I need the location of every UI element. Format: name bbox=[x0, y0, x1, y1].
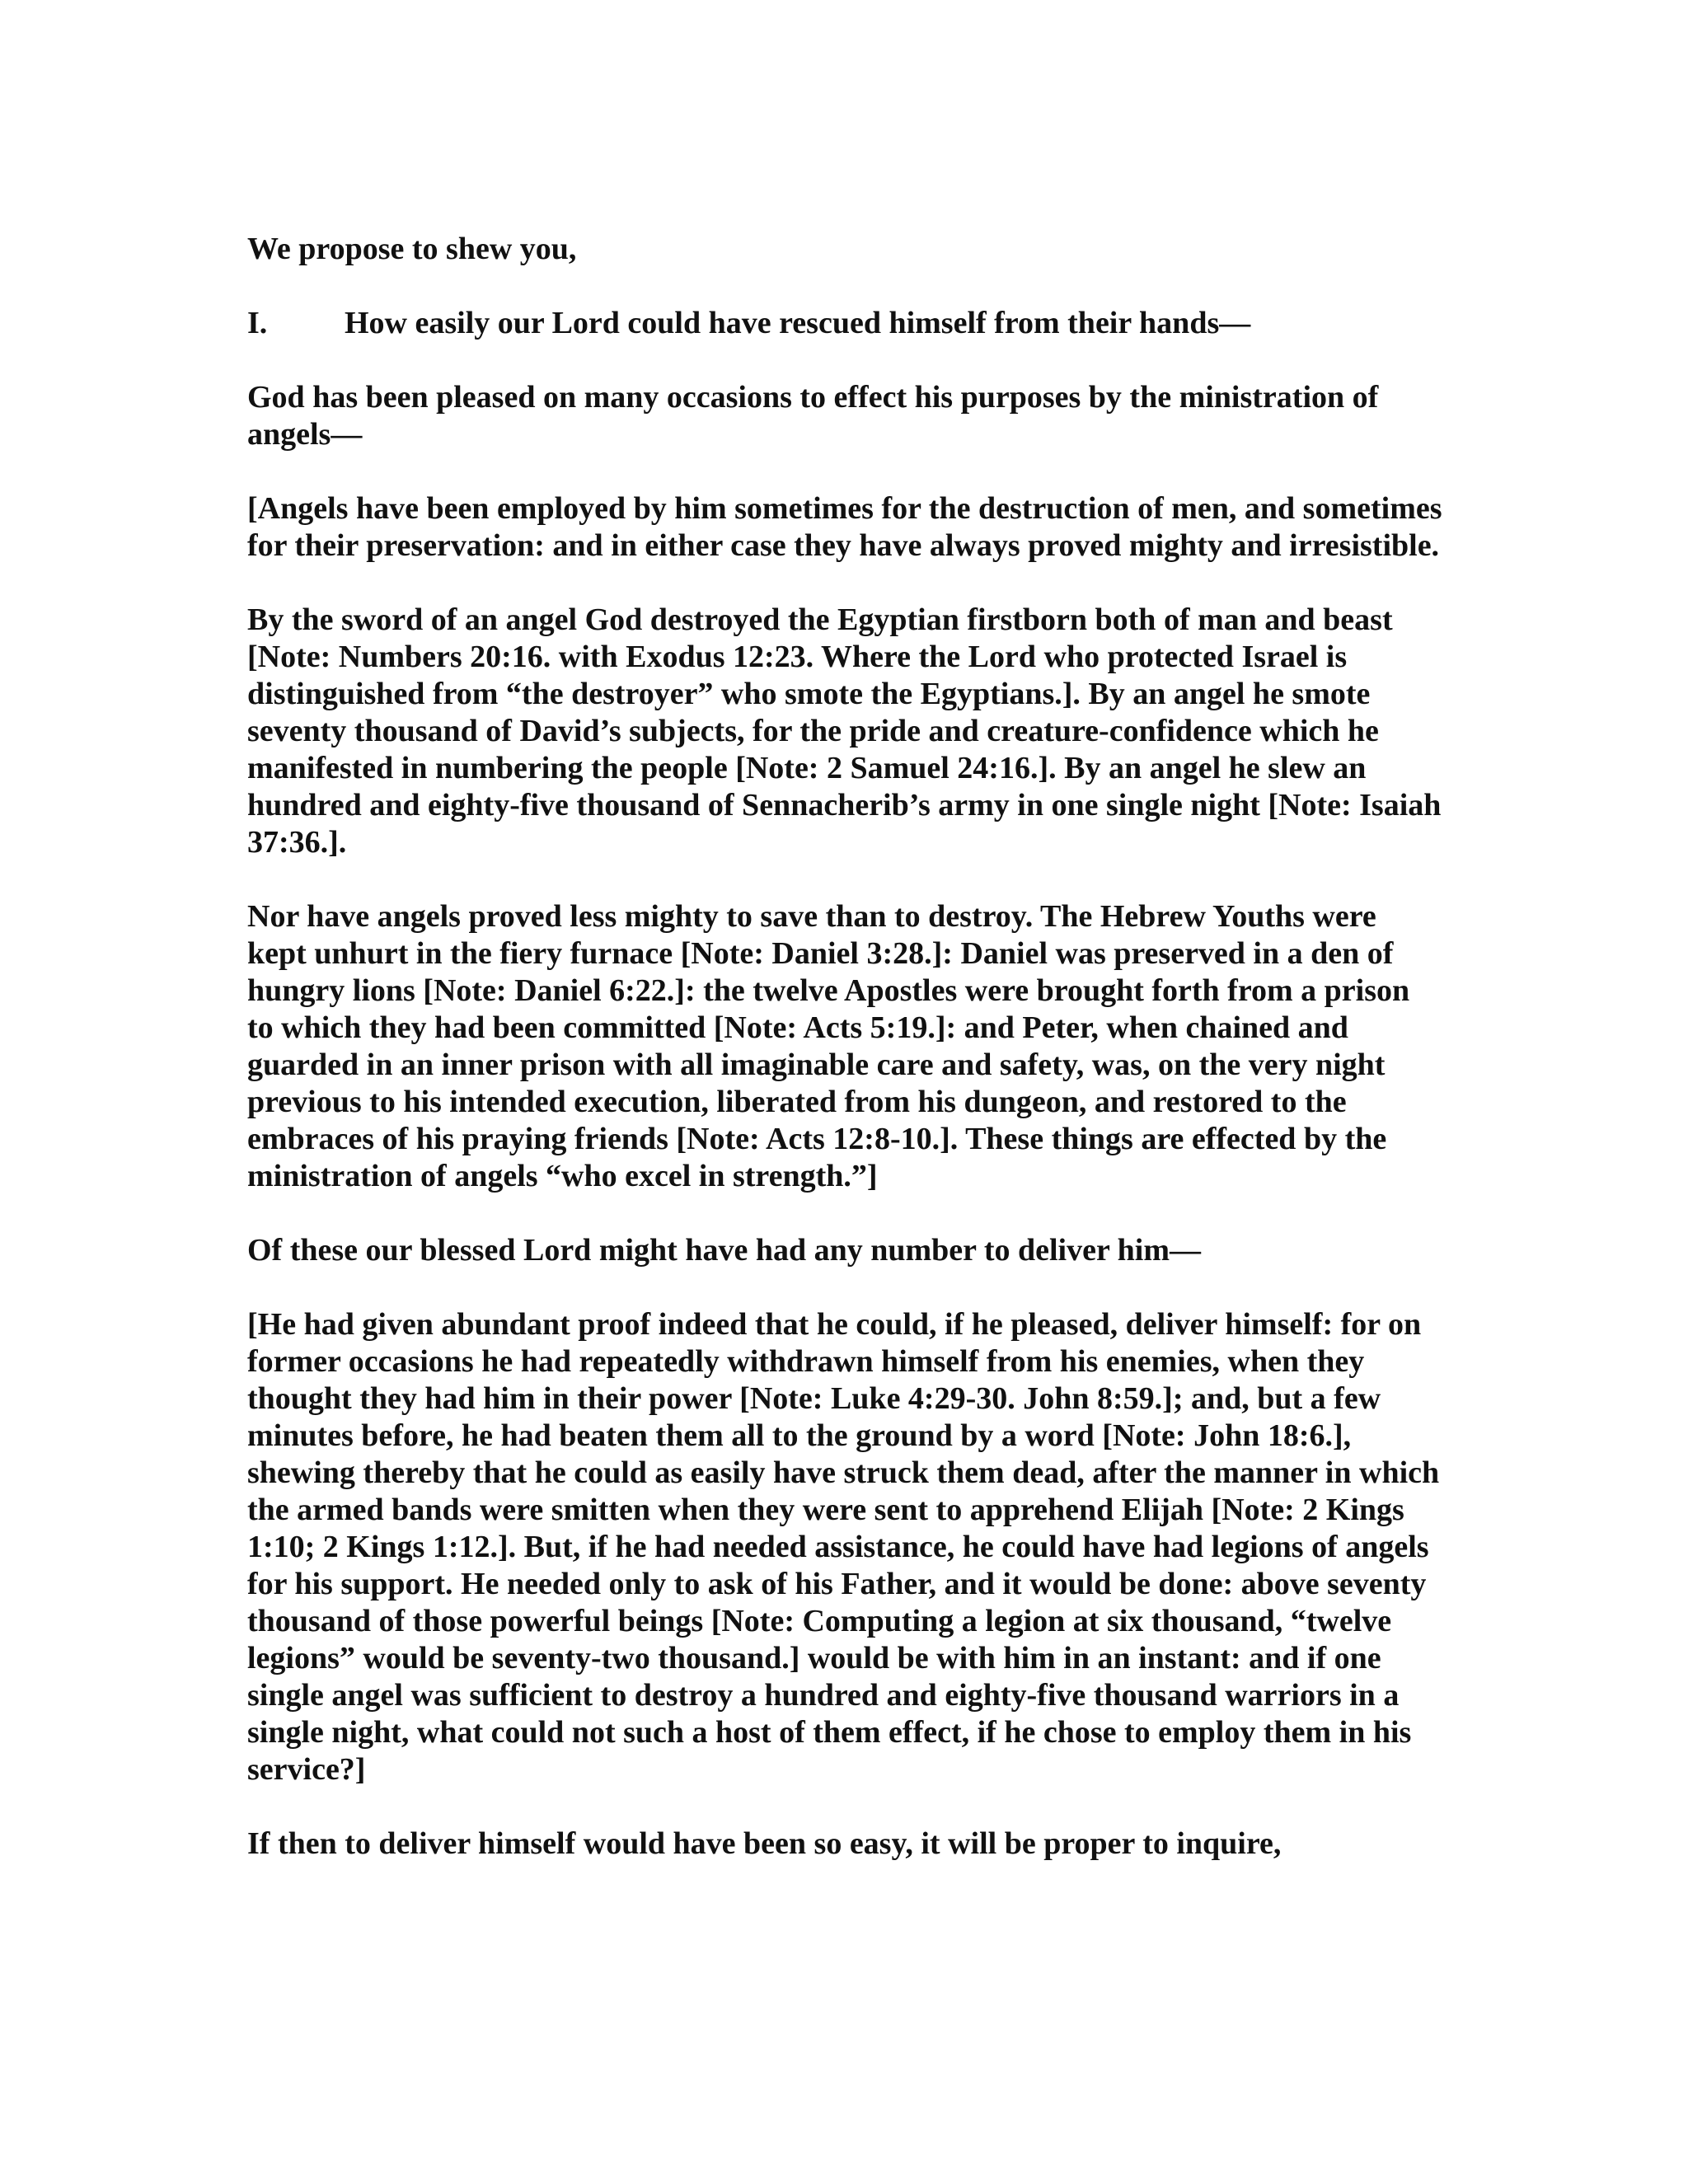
paragraph-ministration: God has been pleased on many occasions to effect his purposes by the ministration of angels— bbox=[247, 380, 1379, 452]
paragraph-angels-employed: [Angels have been employed by him sometimes for the destruction of men, and sometimes for their preservation: and in either case they have always proved mighty and irresistible. bbox=[247, 491, 1442, 563]
paragraph-inquire: If then to deliver himself would have been so easy, it will be proper to inquire, bbox=[247, 1826, 1282, 1861]
section-heading bbox=[247, 305, 1442, 342]
paragraph-destruction: By the sword of an angel God destroyed the Egyptian firstborn both of man and beast [Note: Numbers 20:16. with Exodus 12:23. Where the Lord who protected Israel is distinguished from “the destroyer” who smote the Egyptians.]. By an angel he smote seventy thousand of David’s subjects, for the pride and creature-confidence which he manifested in numbering the people [Note: 2 Samuel 24:16.]. By an angel he slew an hundred and eighty-five thousand of Sennacherib’s army in one single night [Note: Isaiah 37:36.]. bbox=[247, 602, 1442, 860]
section-number: I. bbox=[247, 306, 268, 340]
document-page bbox=[247, 231, 1442, 1900]
paragraph-preservation: Nor have angels proved less mighty to save than to destroy. The Hebrew Youths were kept unhurt in the fiery furnace [Note: Daniel 3:28.]: Daniel was preserved in a den of hungry lions [Note: Daniel 6:22.]: the twelve Apostles were brought forth from a prison to which they had been committed [Note: Acts 5:19.]: and Peter, when chained and guarded in an inner prison with all imaginable care and safety, was, on the very night previous to his intended execution, liberated from his dungeon, and restored to the embraces of his praying friends [Note: Acts 12:8-10.]. These things are effected by the ministration of angels “who excel in strength.”] bbox=[247, 899, 1410, 1193]
intro-line: We propose to shew you, bbox=[247, 232, 577, 266]
paragraph-proof: [He had given abundant proof indeed that he could, if he pleased, deliver himself: for on former occasions he had repeatedly withdrawn himself from his enemies, when they thought they had him in their power [Note: Luke 4:29-30. John 8:59.]; and, but a few minutes before, he had beaten them all to the ground by a word [Note: John 18:6.], shewing thereby that he could as easily have struck them dead, after the manner in which the armed bands were smitten when they were sent to apprehend Elijah [Note: 2 Kings 1:10; 2 Kings 1:12.]. But, if he had needed assistance, he could have had legions of angels for his support. He needed only to ask of his Father, and it would be done: above seventy thousand of those powerful beings [Note: Computing a legion at six thousand, “twelve legions” would be seventy-two thousand.] would be with him in an instant: and if one single angel was sufficient to destroy a hundred and eighty-five thousand warriors in a single night, what could not such a host of them effect, if he chose to employ them in his service?] bbox=[247, 1307, 1440, 1787]
paragraph-any-number: Of these our blessed Lord might have had any number to deliver him— bbox=[247, 1233, 1201, 1268]
section-title: How easily our Lord could have rescued himself from their hands— bbox=[345, 306, 1251, 340]
